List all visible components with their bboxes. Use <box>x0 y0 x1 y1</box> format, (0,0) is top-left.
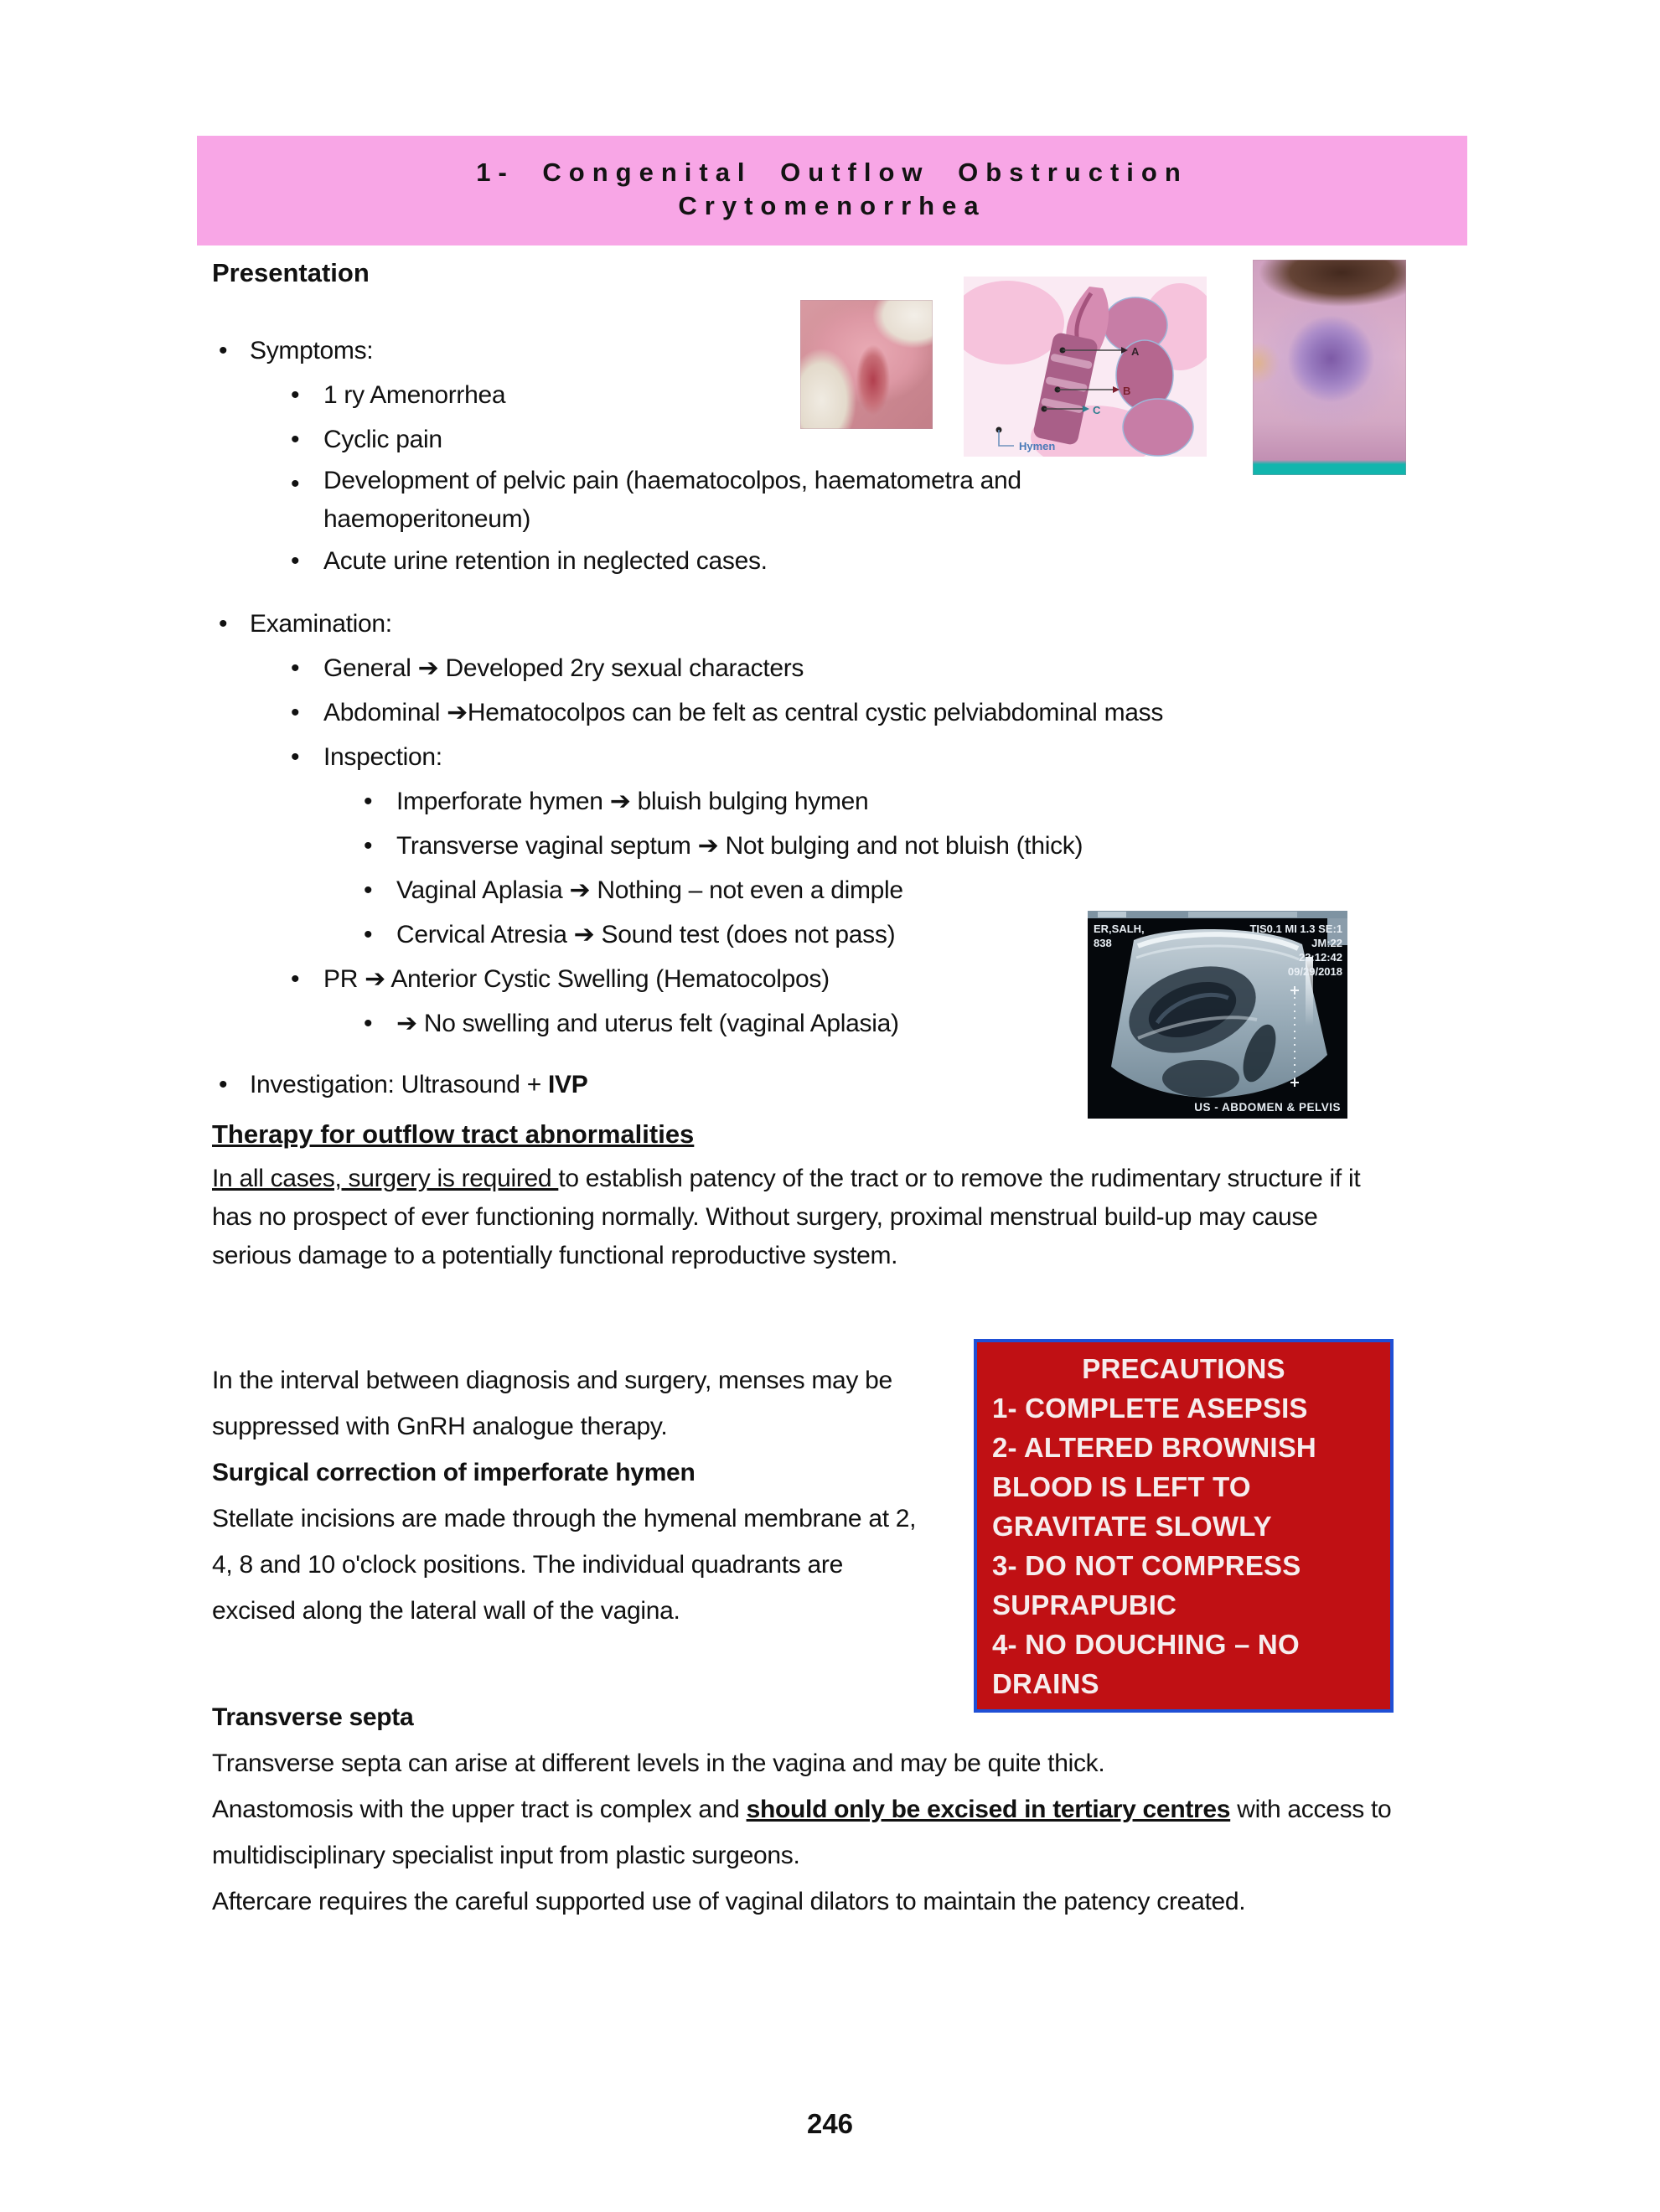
transverse-p2-plain: Anastomosis with the upper tract is complex and <box>212 1796 747 1823</box>
transverse-p2-rest: with access to multidisciplinary specialist input from plastic surgeons. <box>212 1796 1392 1869</box>
title-line-2: Crytomenorrhea <box>678 191 986 220</box>
list-item: • Examination: <box>212 602 1352 646</box>
ultrasound-patient-info <box>1094 922 1145 950</box>
ultrasound-probe: JM:22 <box>1311 937 1342 949</box>
surgical-correction-heading: Surgical correction of imperforate hymen <box>212 1459 696 1486</box>
list-item: • Abdominal ➔Hematocolpos can be felt as central cystic pelviabdominal mass <box>212 690 1352 735</box>
precaution-item: 3- DO NOT COMPRESS SUPRAPUBIC <box>992 1550 1301 1620</box>
list-item: • PR ➔ Anterior Cystic Swelling (Hematocolpos) <box>212 957 1352 1001</box>
diagram-label-hymen: Hymen <box>1019 440 1056 452</box>
transverse-septa-heading: Transverse septa <box>212 1703 414 1731</box>
list-item: • Cervical Atresia ➔ Sound test (does not pass) <box>212 912 1352 957</box>
ultrasound-patient-id: 838 <box>1094 937 1112 949</box>
ultrasound-scan-parameters <box>1249 922 1342 979</box>
list-item-line: • Development of pelvic pain (haematocolpos, haematometra and <box>323 467 1021 494</box>
list-item: • Acute urine retention in neglected cases. <box>212 539 1352 583</box>
list-item: • Cyclic pain <box>212 417 1352 462</box>
precaution-item: 1- COMPLETE ASEPSIS <box>992 1393 1308 1424</box>
therapy-heading: Therapy for outflow tract abnormalities <box>212 1119 695 1149</box>
ultrasound-image <box>1088 911 1347 1119</box>
precautions-title: PRECAUTIONS <box>1082 1353 1285 1384</box>
precaution-item: 2- ALTERED BROWNISH BLOOD IS LEFT TO GRAVITATE SLOWLY <box>992 1432 1316 1542</box>
list-item <box>212 462 1352 539</box>
ultrasound-patient-name: ER,SALH, <box>1094 923 1145 935</box>
list-item: • ➔ No swelling and uterus felt (vaginal Aplasia) <box>212 1001 1352 1046</box>
list-item: • General ➔ Developed 2ry sexual characters <box>212 646 1352 690</box>
transverse-septa-section <box>212 1694 1410 1925</box>
investigation-text: Investigation: Ultrasound + <box>250 1071 548 1098</box>
interval-paragraph: In the interval between diagnosis and surgery, menses may be suppressed with GnRH analogue therapy. <box>212 1367 892 1440</box>
list-item: • 1 ry Amenorrhea <box>212 373 1352 417</box>
interval-column <box>212 1357 924 1634</box>
diagram-label-a: A <box>1131 345 1140 358</box>
ultrasound-caption: US - ABDOMEN & PELVIS <box>1194 1101 1341 1114</box>
diagram-label-c: C <box>1093 404 1101 416</box>
precaution-item: 4- NO DOUCHING – NO DRAINS <box>992 1629 1300 1699</box>
transverse-paragraph-1: Transverse septa can arise at different levels in the vagina and may be quite thick. <box>212 1749 1105 1777</box>
title-line-1: 1- Congenital Outflow Obstruction <box>476 158 1188 187</box>
ultrasound-time: 22:12:42 <box>1298 951 1342 964</box>
list-item: • Inspection: <box>212 735 1352 779</box>
precautions-box <box>974 1339 1394 1713</box>
stellate-paragraph: Stellate incisions are made through the hymenal membrane at 2, 4, 8 and 10 o'clock positions. The individual quadrants are excised along the lateral wall of the vagina. <box>212 1505 917 1625</box>
list-item: • Imperforate hymen ➔ bluish bulging hymen <box>212 779 1352 824</box>
therapy-paragraph <box>212 1160 1385 1275</box>
therapy-paragraph-rest: to establish patency of the tract or to remove the rudimentary structure if it has no prospect of ever functioning normally. Without surgery, proximal menstrual build-up may cause serious damage to a potentially functional reproductive system. <box>212 1165 1361 1269</box>
therapy-underlined-lead: In all cases, surgery is required <box>212 1165 559 1192</box>
transverse-paragraph-2 <box>212 1786 1410 1879</box>
list-item-line: haemoperitoneum) <box>323 505 531 533</box>
transverse-paragraph-3: Aftercare requires the careful supported use of vaginal dilators to maintain the patency created. <box>212 1888 1246 1915</box>
diagram-label-b: B <box>1123 385 1131 397</box>
list-item: • Transverse vaginal septum ➔ Not bulging and not bluish (thick) <box>212 824 1352 868</box>
presentation-heading: Presentation <box>212 258 370 287</box>
list-item: • Vaginal Aplasia ➔ Nothing – not even a dimple <box>212 868 1352 912</box>
page-title-banner <box>197 136 1467 245</box>
ultrasound-date: 09/29/2018 <box>1287 965 1342 978</box>
page-number: 246 <box>806 2108 854 2139</box>
transverse-p2-emphasis: should only be excised in tertiary centres <box>746 1796 1231 1823</box>
list-item: • Symptoms: <box>212 328 1352 373</box>
investigation-bold: IVP <box>547 1071 588 1098</box>
ultrasound-settings: TIS0.1 MI 1.3 SE:1 <box>1249 923 1342 935</box>
